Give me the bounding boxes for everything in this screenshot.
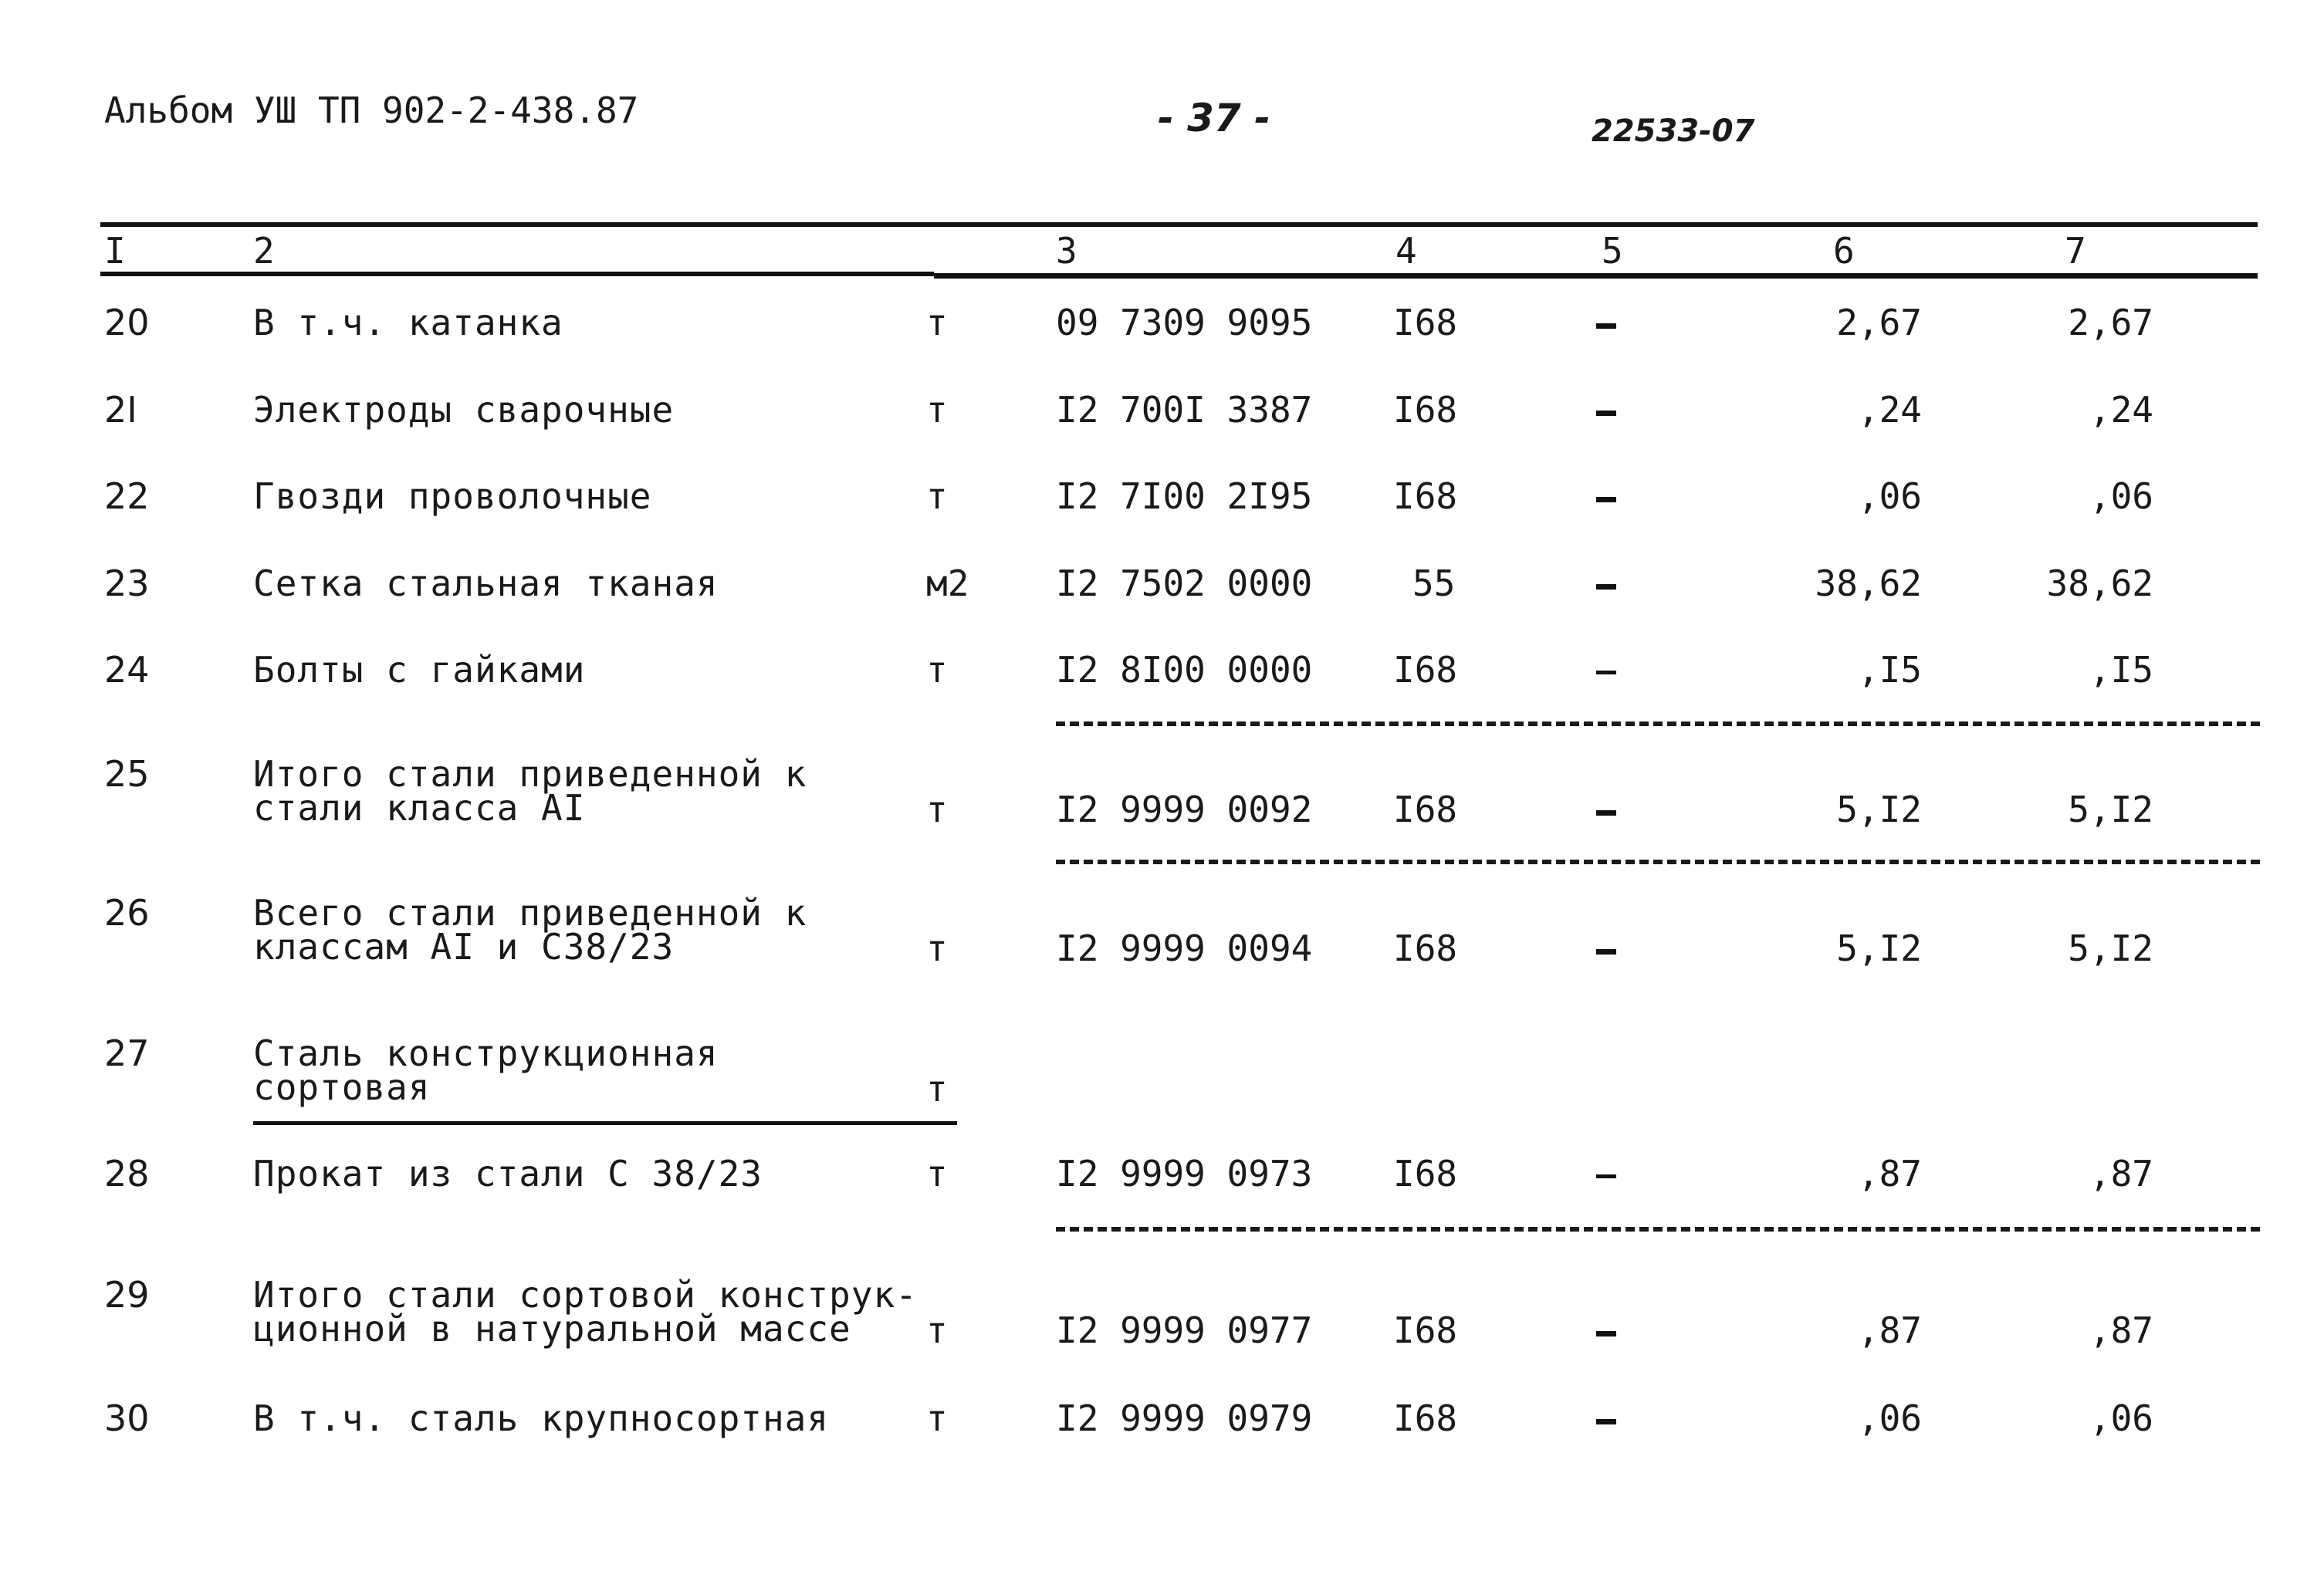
item-name-line1: Сталь конструкционная [253,1032,719,1074]
unit: т [926,389,948,431]
column-header-4: 4 [1395,230,1417,272]
item-code: I2 700I 3387 [1056,389,1313,431]
dash-mark [1596,323,1616,329]
unit: т [926,1309,948,1351]
dashed-separator [1056,721,2260,726]
row-number: 28 [104,1153,150,1195]
item-code: I2 7502 0000 [1056,563,1313,604]
column-header-5: 5 [1602,230,1623,272]
section-underline [253,1121,957,1125]
dash-mark [1596,1331,1616,1336]
album-title: Альбом УШ ТП 902-2-438.87 [104,90,639,131]
table-row [0,649,2324,691]
value-col7: 2,67 [2068,302,2153,343]
value-col6: ,06 [1857,1397,1922,1439]
dash-mark [1596,671,1616,674]
norm-code: I68 [1393,928,1458,969]
table-row [0,1153,2324,1195]
row-number: 25 [104,753,150,795]
row-number: 29 [104,1274,150,1316]
norm-code: I68 [1393,1397,1458,1439]
item-name: В т.ч. катанка [253,302,563,343]
row-number: 26 [104,892,150,934]
value-col6: 38,62 [1815,563,1922,604]
value-col7: ,87 [2089,1309,2153,1351]
norm-code: 55 [1412,563,1456,604]
column-header-7: 7 [2065,230,2086,272]
value-col7: ,06 [2089,475,2153,517]
unit: т [926,928,948,969]
value-col6: ,87 [1857,1153,1922,1195]
table-row [0,475,2324,517]
item-name-line1: Всего стали приведенной к [253,892,807,934]
item-name-line1: Итого стали приведенной к [253,753,807,795]
value-col7: 5,I2 [2068,928,2153,969]
table-row [0,302,2324,343]
value-col7: 38,62 [2046,563,2153,604]
item-name: Прокат из стали С 38/23 [253,1153,763,1195]
value-col6: ,I5 [1857,649,1922,691]
item-code: I2 7I00 2I95 [1056,475,1313,517]
dash-mark [1596,1174,1616,1178]
value-col7: ,24 [2089,389,2153,431]
header-bottom-rule-left [100,272,934,276]
item-name-line2: классам АI и С38/23 [253,926,675,968]
column-header-6: 6 [1833,230,1855,272]
item-code: I2 9999 0977 [1056,1309,1313,1351]
row-number: 24 [104,649,150,691]
dash-mark [1596,411,1616,416]
norm-code: I68 [1393,302,1458,343]
table-row [0,1274,2324,1351]
item-code: I2 8I00 0000 [1056,649,1313,691]
item-code: I2 9999 0094 [1056,928,1313,969]
norm-code: I68 [1393,389,1458,431]
column-header-3: 3 [1056,230,1077,272]
value-col6: 5,I2 [1836,789,1922,830]
column-header-1: I [104,230,126,272]
item-name: Болты с гайками [253,649,586,691]
row-number: 23 [104,563,150,604]
unit: т [926,475,948,517]
item-name: Электроды сварочные [253,389,675,431]
value-col6: ,24 [1857,389,1922,431]
item-code: I2 9999 0973 [1056,1153,1313,1195]
dash-mark [1596,584,1616,590]
column-header-2: 2 [253,230,275,272]
value-col6: 5,I2 [1836,928,1922,969]
value-col7: ,I5 [2089,649,2153,691]
value-col6: ,87 [1857,1309,1922,1351]
dashed-separator [1056,860,2260,864]
row-number: 2I [104,389,137,431]
row-number: 30 [104,1397,150,1439]
unit: м2 [926,563,969,604]
item-name-line2: ционной в натуральной массе [253,1308,851,1350]
item-name: Гвозди проволочные [253,475,652,517]
item-name-line2: стали класса АI [253,787,586,829]
value-col7: 5,I2 [2068,789,2153,830]
unit: т [926,1068,948,1110]
item-name-line1: Итого стали сортовой конструк- [253,1274,918,1316]
table-row [0,892,2324,969]
document-number: 22533-07 [1592,113,1755,149]
norm-code: I68 [1393,649,1458,691]
unit: т [926,1397,948,1439]
value-col7: ,87 [2089,1153,2153,1195]
dash-mark [1596,497,1616,502]
item-code: 09 7309 9095 [1056,302,1313,343]
item-name-line2: сортовая [253,1066,431,1108]
item-code: I2 9999 0979 [1056,1397,1313,1439]
dash-mark [1596,949,1616,955]
unit: т [926,302,948,343]
item-code: I2 9999 0092 [1056,789,1313,830]
value-col6: ,06 [1857,475,1922,517]
page-number: - 37 - [1158,96,1270,140]
table-row [0,389,2324,431]
dash-mark [1596,810,1616,816]
value-col7: ,06 [2089,1397,2153,1439]
norm-code: I68 [1393,1153,1458,1195]
header-bottom-rule-right [934,273,2258,279]
row-number: 20 [104,302,150,343]
item-name: Сетка стальная тканая [253,563,719,604]
row-number: 27 [104,1032,150,1074]
unit: т [926,789,948,830]
unit: т [926,1153,948,1195]
norm-code: I68 [1393,789,1458,830]
norm-code: I68 [1393,1309,1458,1351]
row-number: 22 [104,475,150,517]
dash-mark [1596,1419,1616,1424]
norm-code: I68 [1393,475,1458,517]
dashed-separator [1056,1227,2260,1232]
table-row [0,753,2324,830]
unit: т [926,649,948,691]
table-top-rule [100,222,2258,227]
value-col6: 2,67 [1836,302,1922,343]
item-name: В т.ч. сталь крупносортная [253,1397,830,1439]
